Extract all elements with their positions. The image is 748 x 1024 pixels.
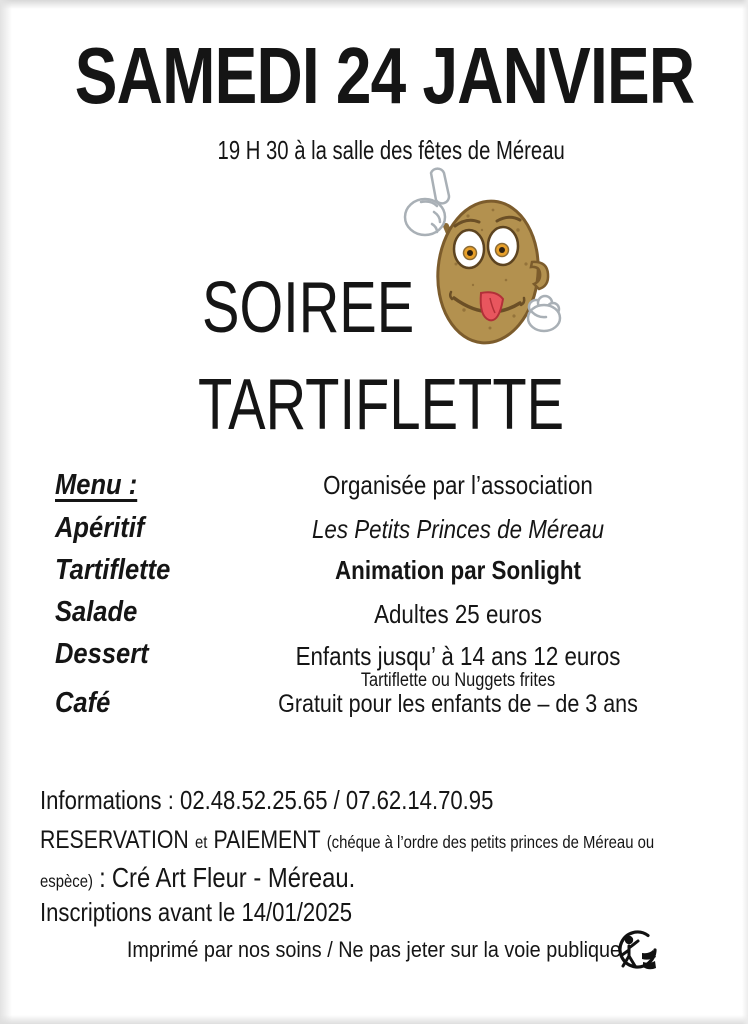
toddlers-free-line: Gratuit pour les enfants de – de 3 ans — [278, 690, 638, 718]
children-menu-line: Tartiflette ou Nuggets frites — [360, 670, 556, 691]
footer-payment-place-line — [40, 862, 355, 894]
association-line: Les Petits Princes de Méreau — [311, 514, 605, 544]
reservation-word: RESERVATION — [40, 826, 189, 854]
triman-recycle-icon — [614, 928, 660, 974]
page-edge-top — [0, 0, 748, 9]
footer-informations: Informations : 02.48.52.25.65 / 07.62.14.70.95 — [40, 785, 494, 815]
payment-parenthetical-start: (chéque à l’ordre des petits princes de Méreau ou — [326, 832, 655, 852]
children-price-line: Enfants jusqu’ à 14 ans 12 euros — [295, 641, 621, 671]
menu-item: Salade — [55, 596, 138, 628]
page-edge-right — [742, 0, 748, 1024]
payment-colon: : — [99, 862, 106, 893]
payment-payee: Cré Art Fleur - Méreau. — [111, 862, 356, 893]
poster-subtitle: 19 H 30 à la salle des fêtes de Méreau — [217, 135, 565, 165]
footer-reservation-line — [40, 825, 654, 855]
reservation-connector: et — [194, 832, 208, 852]
menu-item: Apéritif — [55, 512, 145, 544]
animation-line: Animation par Sonlight — [335, 555, 581, 585]
footer-inscriptions: Inscriptions avant le 14/01/2025 — [40, 897, 353, 927]
organizer-line: Organisée par l’association — [323, 470, 593, 500]
page-edge-bottom — [0, 1015, 748, 1024]
payment-parenthetical-end: espèce) — [40, 871, 93, 891]
poster-title: SAMEDI 24 JANVIER — [74, 31, 695, 120]
adults-price-line: Adultes 25 euros — [374, 599, 542, 629]
page-edge-left — [0, 0, 12, 1024]
menu-item: Café — [55, 687, 111, 719]
event-title-line2: TARTIFLETTE — [198, 365, 565, 445]
event-title-line1: SOIREE — [202, 268, 415, 348]
menu-item: Tartiflette — [55, 554, 171, 586]
potato-mascot-icon — [398, 160, 566, 348]
footer-print-notice: Imprimé par nos soins / Ne pas jeter sur la voie publique — [126, 937, 622, 962]
menu-heading: Menu : — [55, 469, 138, 501]
payment-word: PAIEMENT — [213, 826, 321, 854]
menu-item: Dessert — [55, 638, 149, 670]
